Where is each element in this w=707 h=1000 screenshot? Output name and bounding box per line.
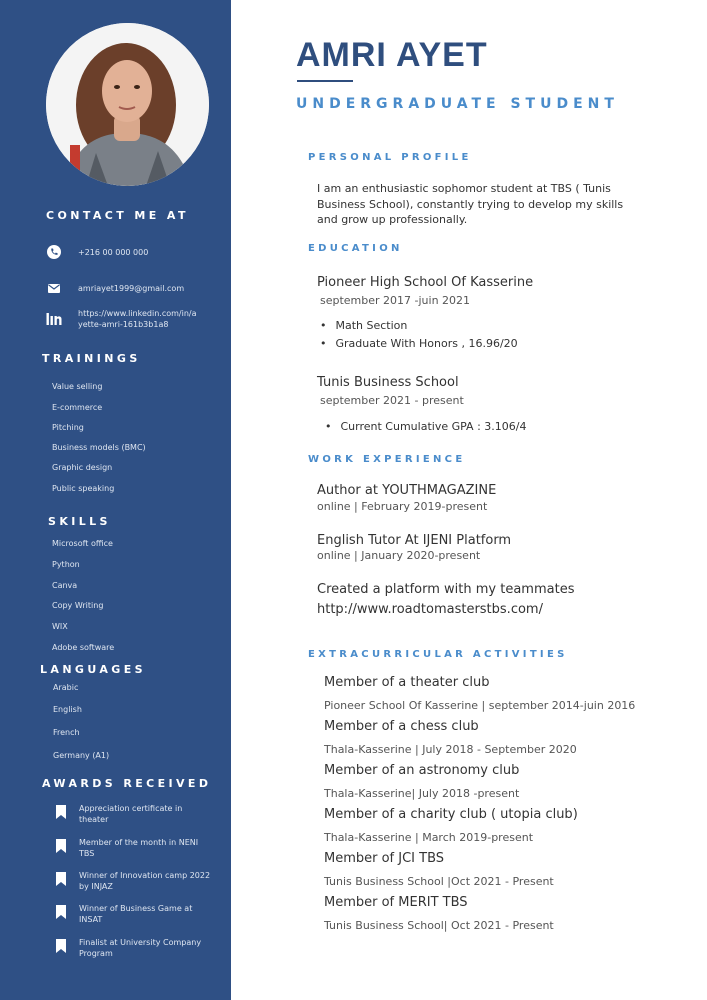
activity-subtitle: Thala-Kasserine | March 2019-present <box>324 831 534 844</box>
training-item: Public speaking <box>52 484 115 493</box>
awards-heading: AWARDS RECEIVED <box>42 777 212 790</box>
person-name: AMRI AYET <box>296 36 488 74</box>
award-item <box>56 803 214 825</box>
award-text: Appreciation certificate in theater <box>79 804 183 824</box>
activity-subtitle: Thala-Kasserine| July 2018 -present <box>324 787 520 800</box>
education-dates: september 2017 -juin 2021 <box>320 294 471 307</box>
skill-item: Copy Writing <box>52 601 104 610</box>
education-bullet: • Current Cumulative GPA : 3.106/4 <box>325 420 526 433</box>
languages-heading: LANGUAGES <box>40 663 146 676</box>
activity-title: Member of MERIT TBS <box>324 895 468 910</box>
job-title: UNDERGRADUATE STUDENT <box>296 96 619 112</box>
award-text: Winner of Innovation camp 2022 by INJAZ <box>79 871 211 891</box>
profile-photo <box>46 23 209 186</box>
activity-title: Member of an astronomy club <box>324 763 520 778</box>
award-item <box>56 937 214 959</box>
language-item: Arabic <box>53 683 79 692</box>
skills-heading: SKILLS <box>48 515 111 528</box>
skill-item: Canva <box>52 581 78 590</box>
work-title: English Tutor At IJENI Platform <box>317 533 512 548</box>
work-heading: WORK EXPERIENCE <box>308 454 466 465</box>
contact-phone[interactable] <box>46 244 148 260</box>
skill-item: WIX <box>52 622 68 631</box>
contact-heading: CONTACT ME AT <box>46 209 189 222</box>
school-name: Pioneer High School Of Kasserine <box>317 275 534 290</box>
activity-subtitle: Tunis Business School| Oct 2021 - Present <box>324 919 554 932</box>
linkedin-url <box>78 308 196 330</box>
award-text: Winner of Business Game at INSAT <box>79 904 193 924</box>
skill-item: Adobe software <box>52 643 115 652</box>
bookmark-icon <box>56 838 66 852</box>
activity-title: Member of a theater club <box>324 675 490 690</box>
education-bullet: • Math Section <box>320 319 407 332</box>
activity-subtitle: Thala-Kasserine | July 2018 - September 2020 <box>324 743 577 756</box>
education-dates: september 2021 - present <box>320 394 464 407</box>
award-item <box>56 837 214 859</box>
activities-heading: EXTRACURRICULAR ACTIVITIES <box>308 649 568 660</box>
activity-title: Member of a chess club <box>324 719 479 734</box>
work-subtitle: online | January 2020-present <box>317 549 481 562</box>
linkedin-icon <box>46 311 62 327</box>
mail-icon <box>46 280 62 296</box>
bookmark-icon <box>56 804 66 818</box>
award-text: Member of the month in NENI TBS <box>79 838 199 858</box>
work-title: Created a platform with my teammates <box>317 582 575 597</box>
school-name: Tunis Business School <box>317 375 459 390</box>
training-item: Value selling <box>52 382 103 391</box>
activity-title: Member of a charity club ( utopia club) <box>324 807 578 822</box>
contact-email[interactable] <box>46 280 184 296</box>
activity-title: Member of JCI TBS <box>324 851 445 866</box>
award-text: Finalist at University Company Program <box>79 938 202 958</box>
profile-heading: PERSONAL PROFILE <box>308 152 472 163</box>
activity-subtitle: Tunis Business School |Oct 2021 - Present <box>324 875 554 888</box>
training-item: E-commerce <box>52 403 103 412</box>
language-item: Germany (A1) <box>53 751 110 760</box>
skill-item: Python <box>52 560 80 569</box>
training-item: Pitching <box>52 423 84 432</box>
language-item: English <box>53 705 82 714</box>
phone-number: +216 00 000 000 <box>78 247 149 257</box>
language-item: French <box>53 728 80 737</box>
email-address: amriayet1999@gmail.com <box>78 283 185 293</box>
phone-icon <box>46 244 62 260</box>
trainings-heading: TRAININGS <box>42 352 141 365</box>
bookmark-icon <box>56 938 66 952</box>
contact-linkedin[interactable] <box>46 308 196 330</box>
activity-subtitle: Pioneer School Of Kasserine | september 2014-juin 2016 <box>324 699 636 712</box>
linkedin-url-line-1: https://www.linkedin.com/in/a <box>78 309 197 318</box>
award-item <box>56 870 214 892</box>
sidebar <box>0 0 231 1000</box>
work-subtitle: online | February 2019-present <box>317 500 488 513</box>
linkedin-url-line-2: yette-amri-161b3b1a8 <box>78 320 169 329</box>
bookmark-icon <box>56 904 66 918</box>
training-item: Business models (BMC) <box>52 443 146 452</box>
education-heading: EDUCATION <box>308 243 403 254</box>
training-item: Graphic design <box>52 463 113 472</box>
bookmark-icon <box>56 871 66 885</box>
education-bullet: • Graduate With Honors , 16.96/20 <box>320 337 518 350</box>
skill-item: Microsoft office <box>52 539 113 548</box>
name-divider <box>297 80 353 82</box>
project-link[interactable]: http://www.roadtomasterstbs.com/ <box>317 602 543 617</box>
profile-text: I am an enthusiastic sophomor student at TBS ( Tunis Business School), constantly trying to develop my skills and grow up professionally. <box>317 182 624 226</box>
work-title: Author at YOUTHMAGAZINE <box>317 483 497 498</box>
award-item <box>56 903 214 925</box>
